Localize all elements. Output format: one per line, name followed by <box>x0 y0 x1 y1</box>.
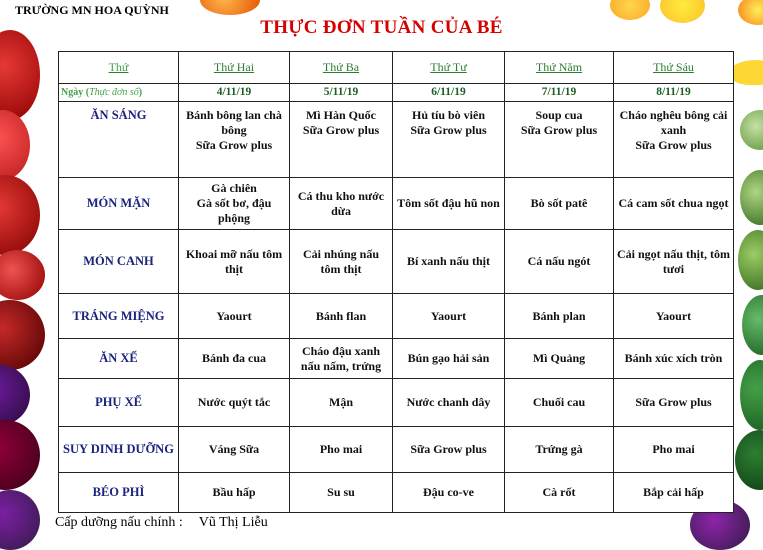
meal-cell: Cháo đậu xanh nấu nấm, trứng <box>290 339 393 379</box>
footer-label: Cấp dưỡng nấu chính : <box>55 515 183 530</box>
header-day: Thứ Tư <box>393 52 505 84</box>
decor-fruit <box>0 365 30 425</box>
meal-cell: Nước chanh dây <box>393 379 505 427</box>
decor-fruit <box>0 490 40 550</box>
meal-cell: Pho mai <box>614 427 734 473</box>
date-cell: 7/11/19 <box>505 84 614 102</box>
meal-row-dessert <box>59 294 734 339</box>
decor-fruit <box>730 60 763 85</box>
meal-cell: Sữa Grow plus <box>614 379 734 427</box>
meal-cell: Bắp cải hấp <box>614 473 734 513</box>
meal-cell: Bánh đa cua <box>179 339 290 379</box>
date-cell: 6/11/19 <box>393 84 505 102</box>
decor-fruit <box>0 175 40 255</box>
meal-cell: Cháo nghêu bông cải xanh Sữa Grow plus <box>614 102 734 178</box>
decor-fruit <box>200 0 260 15</box>
decor-fruit <box>742 295 763 355</box>
header-day: Thứ Năm <box>505 52 614 84</box>
decor-fruit <box>740 360 763 430</box>
meal-cell: Đậu co-ve <box>393 473 505 513</box>
meal-cell: Yaourt <box>179 294 290 339</box>
meal-cell: Cá nấu ngót <box>505 230 614 294</box>
date-cell: 8/11/19 <box>614 84 734 102</box>
page-title: THỰC ĐƠN TUẦN CỦA BÉ <box>260 17 503 38</box>
school-name: TRƯỜNG MN HOA QUỲNH <box>15 3 169 17</box>
header-day: Thứ Hai <box>179 52 290 84</box>
meal-cell: Pho mai <box>290 427 393 473</box>
decor-fruit <box>0 300 45 370</box>
meal-cell: Mì Hàn Quốc Sữa Grow plus <box>290 102 393 178</box>
weekly-menu-table <box>58 51 734 513</box>
meal-row-main <box>59 178 734 230</box>
meal-cell: Tôm sốt đậu hũ non <box>393 178 505 230</box>
header-day: Thứ Sáu <box>614 52 734 84</box>
decor-fruit <box>740 170 763 225</box>
meal-cell: Sữa Grow plus <box>393 427 505 473</box>
meal-row-malnutrition <box>59 427 734 473</box>
meal-cell: Khoai mỡ nấu tôm thịt <box>179 230 290 294</box>
meal-name: BÉO PHÌ <box>59 473 179 513</box>
meal-cell: Váng Sữa <box>179 427 290 473</box>
meal-row-soup <box>59 230 734 294</box>
meal-cell: Soup cua Sữa Grow plus <box>505 102 614 178</box>
decor-fruit <box>0 110 30 180</box>
meal-cell: Bầu hấp <box>179 473 290 513</box>
dates-label-suffix: ) <box>138 87 143 98</box>
dates-label-italic: Thực đơn số <box>89 87 139 98</box>
decor-fruit <box>0 420 40 490</box>
footer-cook <box>55 515 268 531</box>
date-cell: 5/11/19 <box>290 84 393 102</box>
decor-fruit <box>0 250 45 300</box>
meal-row-breakfast <box>59 102 734 178</box>
meal-cell: Cá cam sốt chua ngọt <box>614 178 734 230</box>
meal-cell: Mì Quảng <box>505 339 614 379</box>
header-row <box>59 52 734 84</box>
meal-cell: Nước quýt tắc <box>179 379 290 427</box>
meal-name: ĂN XẾ <box>59 339 179 379</box>
header-day: Thứ Ba <box>290 52 393 84</box>
meal-cell: Bí xanh nấu thịt <box>393 230 505 294</box>
footer-cook-name: Vũ Thị Liễu <box>198 515 268 530</box>
meal-cell: Cải nhúng nấu tôm thịt <box>290 230 393 294</box>
meal-name: PHỤ XẾ <box>59 379 179 427</box>
meal-cell: Mận <box>290 379 393 427</box>
meal-cell: Bánh flan <box>290 294 393 339</box>
meal-name: ĂN SÁNG <box>59 102 179 178</box>
decor-fruit <box>740 110 763 150</box>
decor-fruit <box>0 30 40 120</box>
meal-cell: Chuối cau <box>505 379 614 427</box>
meal-row-obesity <box>59 473 734 513</box>
date-cell: 4/11/19 <box>179 84 290 102</box>
dates-row <box>59 84 734 102</box>
dates-label <box>59 84 179 102</box>
dates-label-prefix: Ngày ( <box>61 87 90 98</box>
meal-cell: Bò sốt patê <box>505 178 614 230</box>
meal-cell: Trứng gà <box>505 427 614 473</box>
meal-row-side-snack <box>59 379 734 427</box>
meal-row-snack <box>59 339 734 379</box>
decor-fruit <box>735 430 763 490</box>
meal-cell: Su su <box>290 473 393 513</box>
decor-fruit <box>738 230 763 290</box>
meal-cell: Yaourt <box>393 294 505 339</box>
meal-name: MÓN CANH <box>59 230 179 294</box>
meal-cell: Gà chiên Gà sốt bơ, đậu phộng <box>179 178 290 230</box>
meal-name: SUY DINH DƯỠNG <box>59 427 179 473</box>
meal-name: TRÁNG MIỆNG <box>59 294 179 339</box>
meal-cell: Yaourt <box>614 294 734 339</box>
meal-cell: Bánh plan <box>505 294 614 339</box>
meal-cell: Bún gạo hải sản <box>393 339 505 379</box>
meal-cell: Cải ngọt nấu thịt, tôm tươi <box>614 230 734 294</box>
meal-cell: Cá thu kho nước dừa <box>290 178 393 230</box>
meal-cell: Cà rốt <box>505 473 614 513</box>
header-day-label: Thứ <box>59 52 179 84</box>
meal-name: MÓN MẶN <box>59 178 179 230</box>
meal-cell: Hủ tíu bò viên Sữa Grow plus <box>393 102 505 178</box>
meal-cell: Bánh xúc xích tròn <box>614 339 734 379</box>
meal-cell: Bánh bông lan chà bông Sữa Grow plus <box>179 102 290 178</box>
